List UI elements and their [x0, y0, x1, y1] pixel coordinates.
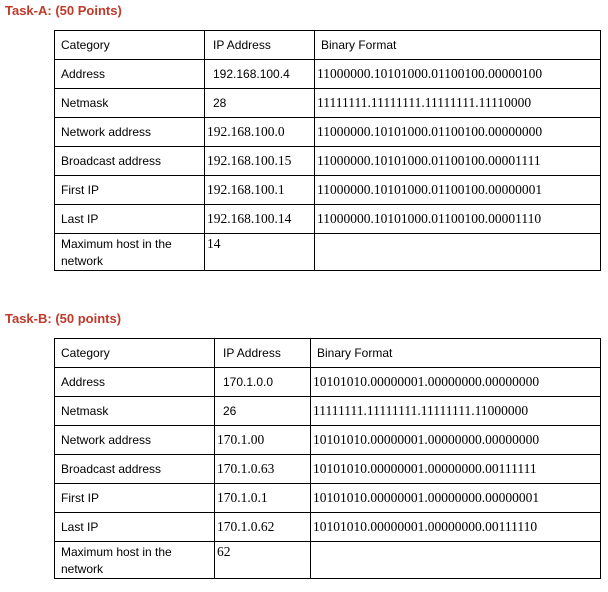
row-ip: 14: [205, 234, 315, 271]
table-row: [55, 205, 601, 234]
task-b-title: Task-B: (50 points): [5, 311, 122, 326]
row-category: Broadcast address: [55, 147, 205, 176]
row-binary: 10101010.00000001.00000000.00000000: [311, 426, 601, 455]
row-binary: 11000000.10101000.01100100.00001110: [315, 205, 601, 234]
row-ip: 192.168.100.15: [205, 147, 315, 176]
table-row: [55, 234, 601, 271]
header-category: Category: [55, 31, 205, 60]
row-ip: 170.1.0.62: [215, 513, 311, 542]
row-binary: 11111111.11111111.11111111.11110000: [315, 89, 601, 118]
row-ip: 26: [215, 397, 311, 426]
row-binary: [311, 542, 601, 579]
row-binary: 11111111.11111111.11111111.11000000: [311, 397, 601, 426]
row-category: Maximum host in the network: [55, 542, 215, 579]
table-row: [55, 118, 601, 147]
header-ip-address: IP Address: [215, 339, 311, 368]
row-ip: 62: [215, 542, 311, 579]
row-category: Address: [55, 60, 205, 89]
table-row: [55, 368, 601, 397]
table-row: [55, 60, 601, 89]
table-header-row: [55, 339, 601, 368]
row-binary: 11000000.10101000.01100100.00000100: [315, 60, 601, 89]
table-row: [55, 89, 601, 118]
table-row: [55, 542, 601, 579]
header-binary-format: Binary Format: [315, 31, 601, 60]
row-category: Last IP: [55, 513, 215, 542]
row-category: Last IP: [55, 205, 205, 234]
row-ip: 170.1.0.63: [215, 455, 311, 484]
table-row: [55, 397, 601, 426]
row-ip: 192.168.100.14: [205, 205, 315, 234]
task-a-table: [54, 30, 601, 271]
row-category: Network address: [55, 426, 215, 455]
row-category: Broadcast address: [55, 455, 215, 484]
row-ip: 192.168.100.0: [205, 118, 315, 147]
row-category: First IP: [55, 484, 215, 513]
row-category: Network address: [55, 118, 205, 147]
row-binary: 10101010.00000001.00000000.00111110: [311, 513, 601, 542]
table-row: [55, 484, 601, 513]
row-binary: 11000000.10101000.01100100.00001111: [315, 147, 601, 176]
row-category: First IP: [55, 176, 205, 205]
row-binary: 11000000.10101000.01100100.00000001: [315, 176, 601, 205]
row-binary: 10101010.00000001.00000000.00111111: [311, 455, 601, 484]
row-ip: 170.1.00: [215, 426, 311, 455]
table-row: [55, 176, 601, 205]
row-category: Netmask: [55, 89, 205, 118]
row-category: Address: [55, 368, 215, 397]
table-row: [55, 426, 601, 455]
row-ip: 170.1.0.1: [215, 484, 311, 513]
task-b-table: [54, 338, 601, 579]
table-row: [55, 147, 601, 176]
row-category: Netmask: [55, 397, 215, 426]
row-ip: 28: [205, 89, 315, 118]
table-header-row: [55, 31, 601, 60]
row-category: Maximum host in the network: [55, 234, 205, 271]
task-a-title: Task-A: (50 Points): [5, 3, 122, 18]
row-ip: 170.1.0.0: [215, 368, 311, 397]
table-row: [55, 455, 601, 484]
row-binary: 10101010.00000001.00000000.00000001: [311, 484, 601, 513]
row-binary: 11000000.10101000.01100100.00000000: [315, 118, 601, 147]
header-category: Category: [55, 339, 215, 368]
row-ip: 192.168.100.1: [205, 176, 315, 205]
row-binary: [315, 234, 601, 271]
header-ip-address: IP Address: [205, 31, 315, 60]
table-row: [55, 513, 601, 542]
row-ip: 192.168.100.4: [205, 60, 315, 89]
row-binary: 10101010.00000001.00000000.00000000: [311, 368, 601, 397]
header-binary-format: Binary Format: [311, 339, 601, 368]
